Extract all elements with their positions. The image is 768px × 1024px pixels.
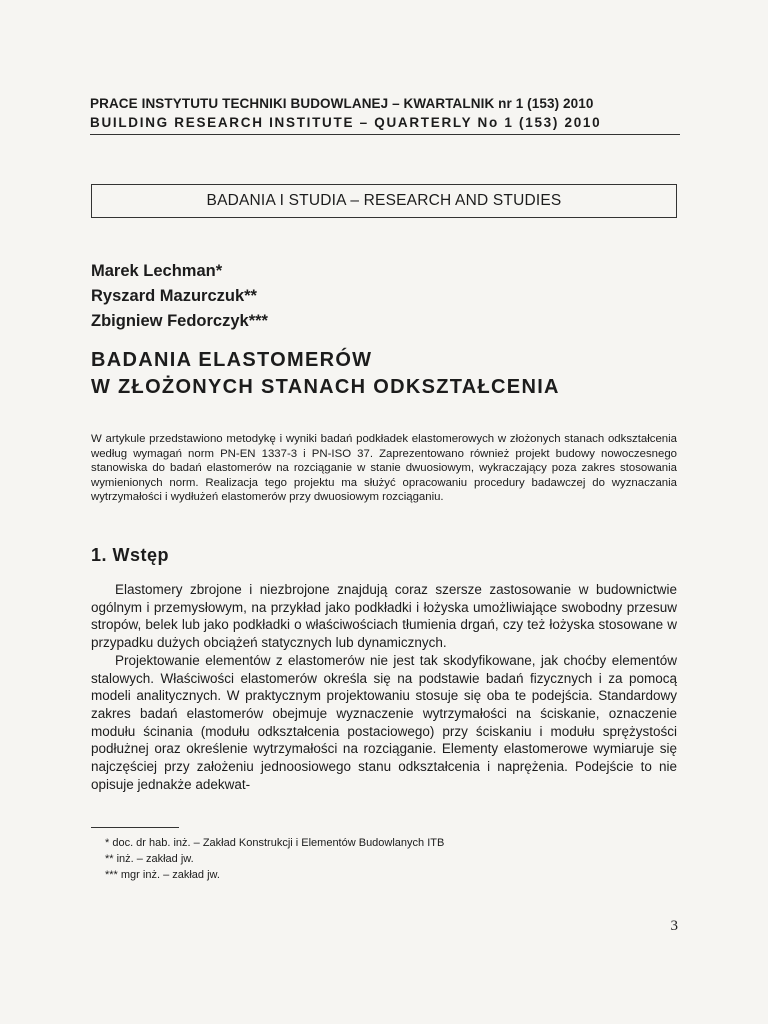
body-text <box>91 581 677 793</box>
paragraph-1: Elastomery zbrojone i niezbrojone znajdują coraz szersze zastosowanie w budownictwie ogólnym i przemysłowym, na przykład jako podkładki i łożyska umożliwiające swobodny przesuw stropów, belek lub jako podkładki o właściwościach tłumienia drgań, czy też łożyska stosowane w przypadku dużych obciążeń statycznych lub dynamicznych. <box>91 582 677 651</box>
footnotes <box>105 835 444 883</box>
article-title-line-1: BADANIA ELASTOMERÓW <box>91 349 373 371</box>
footnote-1: * doc. dr hab. inż. – Zakład Konstrukcji i Elementów Budowlanych ITB <box>105 837 445 849</box>
section-banner <box>91 184 677 218</box>
author-1: Marek Lechman* <box>91 262 223 280</box>
abstract: W artykule przedstawiono metodykę i wyniki badań podkładek elastomerowych w złożonych stanach odkształcenia według wymagań norm PN-EN 1337-3 i PN-ISO 37. Zaprezentowano również projekt budowy nowoczesnego stanowiska do badań elastomerów na rozciąganie w stanie dwuosiowym, wykraczający poza zakres stosowania wymienionych norm. Realizacja tego projektu ma służyć opracowaniu procedury badawczej do wyznaczania wytrzymałości i wydłużeń elastomerów przy dwuosiowym rozciąganiu. <box>91 433 677 504</box>
section-banner-label: BADANIA I STUDIA – RESEARCH AND STUDIES <box>206 192 562 209</box>
author-2: Ryszard Mazurczuk** <box>91 287 257 305</box>
footnote-divider <box>91 827 179 828</box>
section-heading: 1. Wstęp <box>91 545 170 565</box>
article-title-line-2: W ZŁOŻONYCH STANACH ODKSZTAŁCENIA <box>91 376 560 398</box>
author-3: Zbigniew Fedorczyk*** <box>91 312 268 330</box>
journal-header-polish: PRACE INSTYTUTU TECHNIKI BUDOWLANEJ – KWARTALNIK nr 1 (153) 2010 <box>90 96 594 111</box>
footnote-3: *** mgr inż. – zakład jw. <box>105 869 220 881</box>
paragraph-2: Projektowanie elementów z elastomerów nie jest tak skodyfikowane, jak choćby elementów stalowych. Właściwości elastomerów określa się na podstawie badań fizycznych i za pomocą modeli analitycznych. W praktycznym projektowaniu stosuje się oba te podejścia. Standardowy zakres badań elastomerów obejmuje wyznaczenie wytrzymałości na ściskanie, oznaczenie modułu ścinania (modułu odkształcenia postaciowego) przy ściskaniu i modułu sprężystości podłużnej oraz określenie wytrzymałości na rozciąganie. Elementy elastomerowe wymiaruje się najczęściej przy założeniu jednoosiowego stanu odkształcenia i naprężenia. Podejście to nie opisuje jednakże adekwat- <box>91 652 677 792</box>
journal-header-english: BUILDING RESEARCH INSTITUTE – QUARTERLY No 1 (153) 2010 <box>90 115 602 130</box>
page-number: 3 <box>670 918 678 934</box>
footnote-2: ** inż. – zakład jw. <box>105 853 194 865</box>
header-divider <box>90 134 680 135</box>
